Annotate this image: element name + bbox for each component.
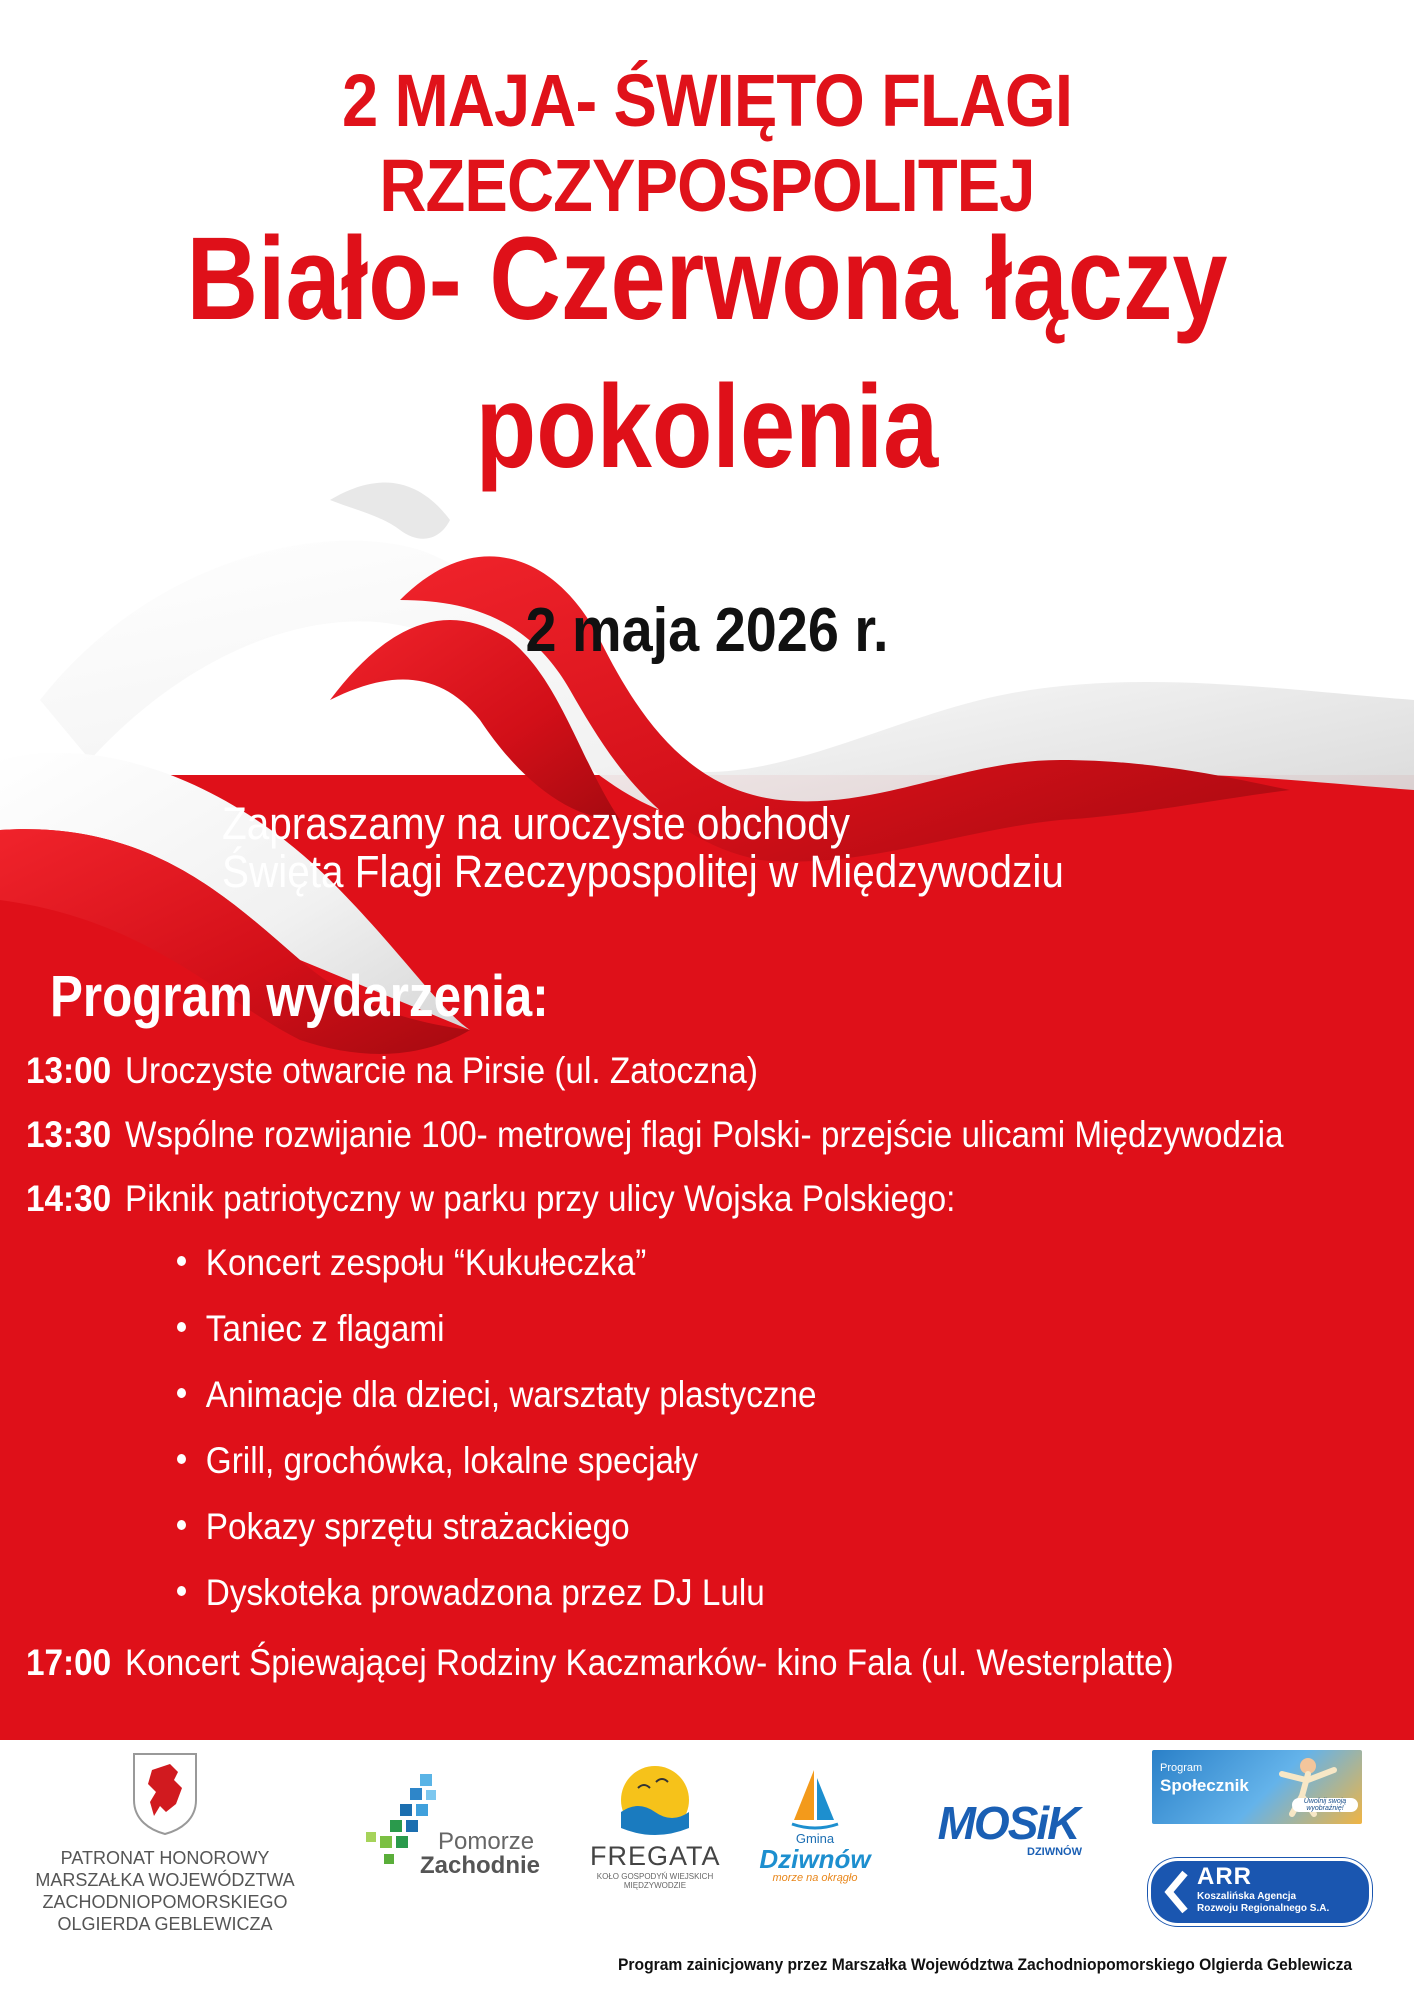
headline-line1: Biało- Czerwona łączy: [186, 213, 1228, 345]
pomorze-text-1: Pomorze: [438, 1828, 535, 1855]
program-spolecznik-logo: [1152, 1750, 1362, 1824]
gmina-label: Gmina: [795, 1831, 835, 1846]
schedule-row: [26, 1050, 758, 1092]
pomorze-zachodnie-logo: [360, 1770, 550, 1880]
fregata-sub: KOŁO GOSPODYŃ WIEJSKICH: [596, 1872, 714, 1881]
list-item: Animacje dla dzieci, warsztaty plastyczne: [150, 1374, 817, 1440]
schedule-text: Piknik patriotyczny w parku przy ulicy Wojska Polskiego:: [125, 1178, 956, 1219]
spolecznik-tagline: Uwolnij swoją wyobraźnię!: [1292, 1798, 1358, 1812]
invitation-line2: Święta Flagi Rzeczypospolitej w Międzywodziu: [222, 846, 1064, 897]
patronage-line: PATRONAT HONOROWY: [60, 1848, 270, 1868]
list-item: Koncert zespołu “Kukułeczka”: [150, 1242, 817, 1308]
spolecznik-text-1: Program: [1160, 1762, 1203, 1774]
headline: [113, 205, 1301, 501]
patronage-line: ZACHODNIOPOMORSKIEGO: [42, 1892, 288, 1912]
dziwnow-tagline: morze na okrągło: [772, 1872, 858, 1884]
bullet-icon: [177, 1256, 186, 1266]
event-date: 2 maja 2026 r.: [525, 596, 889, 665]
headline-line2: pokolenia: [475, 361, 939, 493]
schedule-text: Koncert Śpiewającej Rodziny Kaczmarków- kino Fala (ul. Westerplatte): [125, 1642, 1174, 1683]
pomorze-text-2: Zachodnie: [420, 1852, 541, 1879]
bullet-icon: [177, 1322, 186, 1332]
mosik-sub: DZIWNÓW: [1027, 1846, 1082, 1858]
list-item: Pokazy sprzętu strażackiego: [150, 1506, 817, 1572]
arr-abbr: ARR: [1197, 1863, 1252, 1890]
running-child-icon: [1272, 1750, 1342, 1824]
schedule-time: 13:00: [26, 1050, 112, 1091]
list-item: Dyskoteka prowadzona przez DJ Lulu: [150, 1572, 817, 1638]
invitation-line1: Zapraszamy na uroczyste obchody: [222, 798, 851, 849]
fregata-sun-wave-icon: [612, 1762, 698, 1836]
bullet-icon: [177, 1586, 186, 1596]
schedule-text: Uroczyste otwarcie na Pirsie (ul. Zatoczna): [125, 1050, 758, 1091]
schedule-row: [26, 1642, 1174, 1684]
arr-name: Koszalińska Agencja: [1197, 1891, 1297, 1902]
fregata-sub: MIĘDZYWODZIE: [623, 1881, 687, 1890]
mosik-logo: [918, 1797, 1098, 1858]
patronage-logo: [10, 1750, 320, 1935]
picnic-attractions-list: [150, 1242, 891, 1638]
chevron-left-icon: [1161, 1869, 1191, 1915]
arr-name: Rozwoju Regionalnego S.A.: [1197, 1903, 1330, 1914]
schedule-text: Wspólne rozwijanie 100- metrowej flagi Polski- przejście ulicami Międzywodzia: [125, 1114, 1284, 1155]
invitation-text: [222, 800, 1342, 896]
program-initiator-note: Program zainicjowany przez Marszałka Województwa Zachodniopomorskiego Olgierda Geblewicza: [618, 1955, 1353, 1974]
list-item: Grill, grochówka, lokalne specjały: [150, 1440, 817, 1506]
schedule-row: [26, 1178, 955, 1220]
schedule-time: 17:00: [26, 1642, 112, 1683]
mosik-name: MOSiK: [937, 1797, 1079, 1849]
fregata-name: FREGATA: [590, 1841, 721, 1871]
gmina-dziwnow-logo: [745, 1768, 885, 1884]
arr-logo: [1148, 1858, 1372, 1926]
schedule-time: 13:30: [26, 1114, 112, 1155]
schedule-row: [26, 1114, 1284, 1156]
bullet-icon: [177, 1388, 186, 1398]
spolecznik-text-2: Społecznik: [1160, 1776, 1249, 1795]
dziwnow-label: Dziwnów: [759, 1844, 871, 1874]
griffin-coat-of-arms-icon: [130, 1750, 200, 1836]
bullet-icon: [177, 1520, 186, 1530]
fregata-logo: [590, 1762, 720, 1890]
title-top: 2 MAJA- ŚWIĘTO FLAGI RZECZYPOSPOLITEJ: [341, 59, 1073, 227]
patronage-line: OLGIERDA GEBLEWICZA: [57, 1914, 273, 1934]
bullet-icon: [177, 1454, 186, 1464]
schedule-time: 14:30: [26, 1178, 112, 1219]
sailboat-icon: [790, 1768, 840, 1830]
program-heading: Program wydarzenia:: [50, 964, 549, 1029]
list-item: Taniec z flagami: [150, 1308, 817, 1374]
patronage-line: MARSZAŁKA WOJEWÓDZTWA: [35, 1870, 295, 1890]
